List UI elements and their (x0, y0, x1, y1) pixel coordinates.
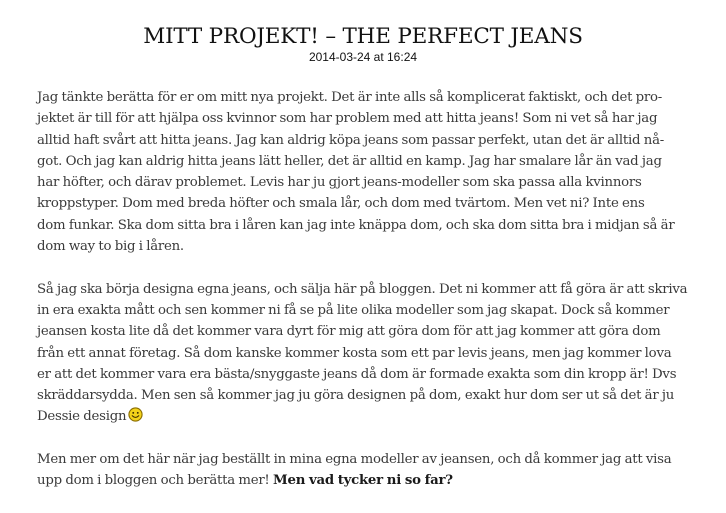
post-title: MITT PROJEKT! – THE PERFECT JEANS (143, 24, 583, 49)
text-line: jektet är till för att hjälpa oss kvinnor som har problem med att hitta jeans! Som ni vet så har jag (37, 111, 658, 127)
text-line: dom funkar. Ska dom sitta bra i låren kan jag inte knäppa dom, och ska dom sitta bra i midjan så är (37, 217, 675, 233)
text-line: Dessie design (37, 409, 127, 425)
text-line: kroppstyper. Dom med breda höfter och smala lår, och dom med tvärtom. Men vet ni? Inte ens (37, 196, 645, 212)
post-date: 2014-03-24 at 16:24 (308, 50, 418, 64)
text-line: er att det kommer vara era bästa/snyggaste jeans då dom är formade exakta som din kropp är! Dvs (37, 366, 677, 382)
closing-question: Men vad tycker ni so far? (273, 473, 453, 489)
text-line: got. Och jag kan aldrig hitta jeans lätt heller, det är alltid en kamp. Jag har smalare lår än vad jag (37, 153, 662, 169)
text-line: från ett annat företag. Så dom kanske kommer kosta som ett par levis jeans, men jag kommer lova (37, 345, 672, 361)
smiley-face-icon (128, 407, 143, 422)
post-body (37, 87, 713, 513)
text-line: in era exakta mått och sen kommer ni få se på lite olika modeller som jag skapat. Dock så kommer (37, 302, 670, 318)
paragraph-2 (37, 279, 713, 428)
text-line: Jag tänkte berätta för er om mitt nya projekt. Det är inte alls så komplicerat faktiskt, och det pro- (37, 90, 663, 105)
text-line: jeansen kosta lite då det kommer vara dyrt för mig att göra dom för att jag kommer att göra dom (37, 324, 661, 340)
text-line: Men mer om det här när jag beställt in mina egna modeller av jeansen, och då kommer jag att visa (37, 452, 672, 468)
text-line: skräddarsydda. Men sen så kommer jag ju göra designen på dom, exakt hur dom ser ut så det är ju (37, 388, 675, 404)
text-line: har höfter, och därav problemet. Levis har ju gjort jeans-modeller som ska passa alla kvinnors (37, 175, 642, 191)
paragraph-3 (37, 449, 713, 492)
text-line-with-emoji (37, 406, 713, 427)
text-line: alltid haft svårt att hitta jeans. Jag kan aldrig köpa jeans som passar perfekt, utan det är alltid nå- (37, 132, 665, 148)
paragraph-1 (37, 87, 713, 257)
text-line-with-question (37, 470, 713, 491)
text-line: dom way to big i låren. (37, 239, 184, 255)
text-line: Så jag ska börja designa egna jeans, och sälja här på bloggen. Det ni kommer att få göra är att skriva (37, 281, 688, 297)
text-line: upp dom i bloggen och berätta mer! (37, 473, 270, 489)
